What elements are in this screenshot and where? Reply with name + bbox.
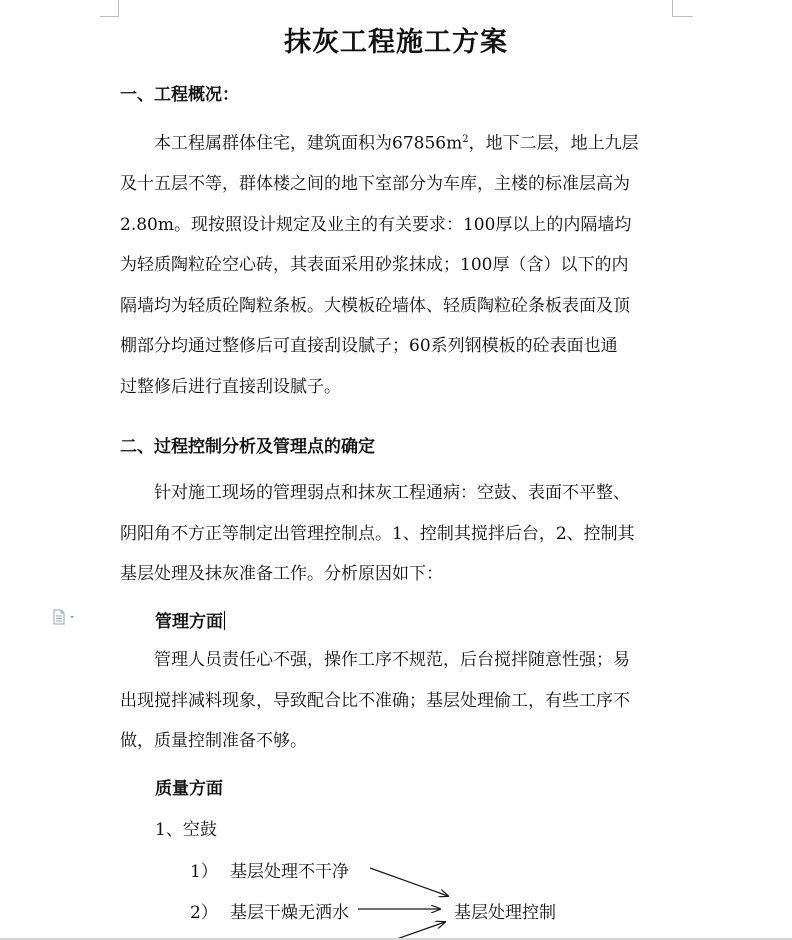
text-line: 2.80m。现按照设计规定及业主的有关要求：100厚以上的内隔墙均 [120, 214, 632, 235]
text-line: 出现搅拌减料现象，导致配合比不准确；基层处理偷工，有些工序不 [120, 690, 630, 711]
text-line: 基层处理及抹灰准备工作。分析原因如下： [120, 564, 443, 584]
management-heading[interactable]: 管理方面 [155, 612, 223, 632]
text-line: 隔墙均为轻质砼陶粒条板。大模板砼墙体、轻质陶粒砼条板表面及顶 [120, 295, 630, 316]
text-line: 管理人员责任心不强，操作工序不规范，后台搅拌随意性强；易 [154, 650, 630, 670]
margin-corner-top-left [100, 0, 119, 17]
quality-heading[interactable]: 质量方面 [155, 779, 223, 799]
arrow-line [370, 868, 448, 896]
text-cursor [224, 611, 225, 630]
cause-text[interactable]: 基层干燥无洒水 [230, 903, 349, 923]
margin-corner-top-right [672, 0, 693, 17]
control-target[interactable]: 基层处理控制 [454, 903, 556, 923]
text-line: 过整修后进行直接刮设腻子。 [120, 376, 341, 397]
management-paragraph[interactable] [120, 640, 675, 762]
section1-paragraph[interactable] [120, 120, 675, 407]
cause-number: 1） [190, 862, 218, 882]
document-title[interactable]: 抹灰工程施工方案 [284, 27, 508, 58]
text-line: 及十五层不等，群体楼之间的地下室部分为车库，主楼的标准层高为 [120, 174, 630, 195]
text-line: 阴阳角不方正等制定出管理控制点。1、控制其搅拌后台，2、控制其 [120, 523, 635, 544]
text-line: 为轻质陶粒砼空心砖，其表面采用砂浆抹成；100厚（含）以下的内 [120, 255, 629, 276]
quality-item-hollow[interactable]: 1、空鼓 [155, 820, 217, 840]
cause-number: 2） [190, 903, 218, 923]
document-icon[interactable] [52, 609, 78, 625]
section1-heading[interactable]: 一、工程概况： [120, 85, 239, 105]
section2-paragraph[interactable] [120, 473, 675, 595]
text-line: 棚部分均通过整修后可直接刮设腻子；60系列钢模板的砼表面也通 [120, 336, 618, 357]
text-line: 做，质量控制准备不够。 [120, 731, 307, 751]
text-line: 针对施工现场的管理弱点和抹灰工程通病：空鼓、表面不平整、 [154, 483, 630, 503]
text-line: 本工程属群体住宅，建筑面积为$67856m^2$，地下二层，地上九层 [154, 133, 639, 154]
section2-heading[interactable]: 二、过程控制分析及管理点的确定 [120, 437, 375, 457]
cause-text[interactable]: 基层处理不干净 [230, 862, 349, 882]
